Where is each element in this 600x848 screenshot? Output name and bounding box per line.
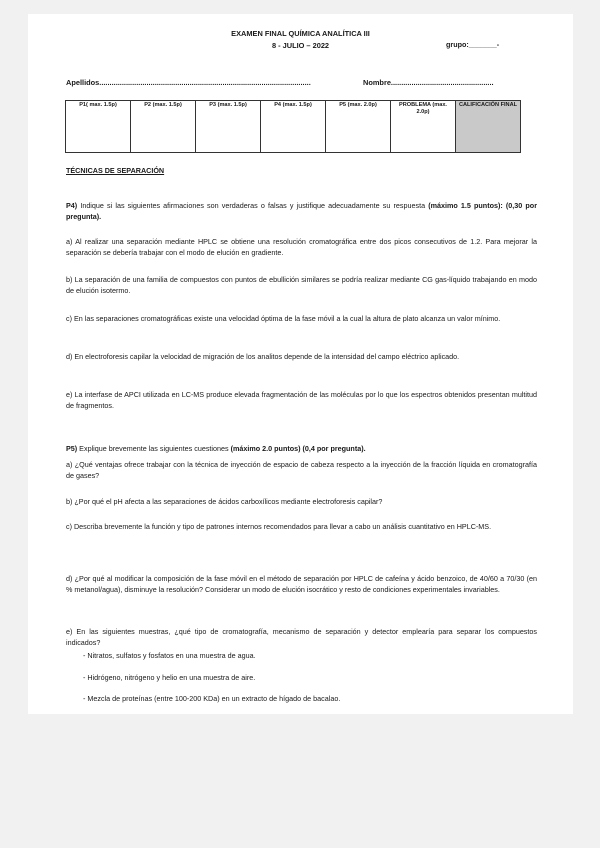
p4-intro: Indique si las siguientes afirmaciones son verdaderas o falsas y justifique adecuadamente su respuesta bbox=[77, 201, 429, 210]
apellidos-field: Apellidos....................................................................................................... bbox=[66, 78, 311, 87]
exam-date: 8 - JULIO – 2022 bbox=[271, 41, 330, 50]
grade-cell-problema: PROBLEMA (max. 2.0p) bbox=[391, 101, 456, 153]
p4-statement bbox=[66, 201, 537, 222]
p4-item-b: b) La separación de una familia de compuestos con puntos de ebullición similares se podría realizar mediante CG gas-líquido trabajando en modo de elución isotermo. bbox=[66, 275, 537, 295]
exam-page bbox=[28, 14, 573, 714]
p5-label: P5) bbox=[66, 444, 78, 453]
grades-table bbox=[65, 100, 521, 153]
p4-label: P4) bbox=[66, 201, 78, 210]
p4-item-e: e) La interfase de APCI utilizada en LC-MS produce elevada fragmentación de las moléculas por lo que los espectros obtenidos presentan multitud de fragmentos. bbox=[66, 390, 537, 410]
p5-e-sample-3: - Mezcla de proteínas (entre 100-200 KDa) en un extracto de hígado de bacalao. bbox=[83, 694, 341, 703]
p5-item-e: e) En las siguientes muestras, ¿qué tipo de cromatografía, mecanismo de separación y detector emplearía para separar los compuestos indicados? bbox=[66, 627, 537, 647]
p5-intro: Explique brevemente las siguientes cuestiones bbox=[77, 444, 231, 453]
grade-cell-p3: P3 (max. 1.5p) bbox=[196, 101, 261, 153]
p4-item-c: c) En las separaciones cromatográficas existe una velocidad óptima de la fase móvil a la cual la altura de plato alcanza un valor mínimo. bbox=[66, 314, 501, 323]
p4-item-a: a) Al realizar una separación mediante HPLC se obtiene una resolución cromatográfica entre dos picos consecutivos de 1.2. Para mejorar la separación se debería trabajar con el modo de elución en gradiente. bbox=[66, 237, 537, 257]
nombre-field: Nombre.................................................. bbox=[363, 78, 494, 87]
p5-item-d: d) ¿Por qué al modificar la composición de la fase móvil en el método de separación por HPLC de cafeína y ácido benzoico, de 40/60 a 70/30 (en % metanol/agua), disminuye la resolución? Considerar un modo de elución isocrático y resto de condiciones experimentales invariables. bbox=[66, 574, 537, 594]
p5-item-c: c) Describa brevemente la función y tipo de patrones internos recomendados para llevar a cabo un análisis cuantitativo en HPLC-MS. bbox=[66, 522, 492, 531]
p5-score: (máximo 2.0 puntos) (0,4 por pregunta). bbox=[230, 444, 366, 453]
p5-item-b: b) ¿Por qué el pH afecta a las separaciones de ácidos carboxílicos mediante electroforesis capilar? bbox=[66, 497, 383, 506]
section-title: TÉCNICAS DE SEPARACIÓN bbox=[66, 166, 165, 175]
p5-item-a: a) ¿Qué ventajas ofrece trabajar con la técnica de inyección de espacio de cabeza respecto a la inyección de la fracción líquida en cromatografía de gases? bbox=[66, 460, 537, 480]
grade-cell-p1: P1( max. 1.5p) bbox=[66, 101, 131, 153]
p4-item-d: d) En electroforesis capilar la velocidad de migración de los analitos depende de la intensidad del campo eléctrico aplicado. bbox=[66, 352, 460, 361]
p5-e-sample-1: - Nitratos, sulfatos y fosfatos en una muestra de agua. bbox=[83, 651, 256, 660]
grade-cell-p5: P5 (max. 2.0p) bbox=[326, 101, 391, 153]
p5-statement bbox=[66, 444, 537, 455]
p4-score: (máximo 1.5 puntos): (0,30 por pregunta). bbox=[66, 201, 537, 221]
p5-e-sample-2: - Hidrógeno, nitrógeno y helio en una muestra de aire. bbox=[83, 673, 256, 682]
grupo-field: grupo:_______- bbox=[446, 40, 500, 49]
grade-cell-p4: P4 (max. 1.5p) bbox=[261, 101, 326, 153]
student-name-fields bbox=[66, 78, 536, 87]
exam-title: EXAMEN FINAL QUÍMICA ANALÍTICA III bbox=[231, 29, 370, 38]
grade-cell-p2: P2 (max. 1.5p) bbox=[131, 101, 196, 153]
grade-cell-final: CALIFICACIÓN FINAL bbox=[456, 101, 521, 153]
